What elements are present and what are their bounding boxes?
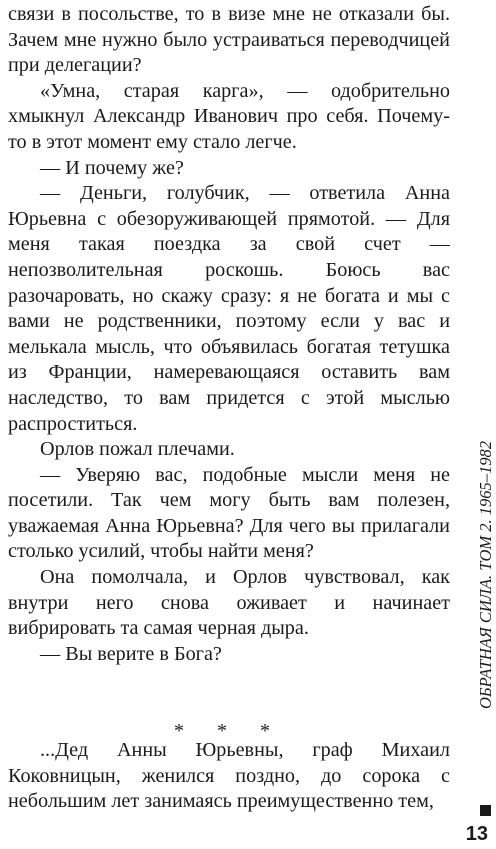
paragraph-new-section: ...Дед Анны Юрьевны, граф Михаил Коковницын, женился поздно, до сорока с небольшим лет занимаясь преимущественно тем, — [8, 739, 450, 813]
paragraph-narration-3: Она помолчала, и Орлов чувствовал, как внутри него снова оживает и начинает вибрировать та самая черная дыра. — [8, 566, 450, 640]
paragraph-dialogue-4: — Вы верите в Бога? — [40, 642, 222, 665]
second-text-column — [8, 738, 450, 815]
running-title: ОБРАТНАЯ СИЛА. ТОМ 2. 1965–1982 — [476, 440, 495, 710]
paragraph-dialogue-3: — Уверяю вас, подобные мысли меня не посетили. Так чем могу быть вам полезен, уважаемая Анна Юрьевна? Для чего вы прилагали столько усилий, чтобы найти меня? — [8, 463, 450, 563]
section-break: * * * — [174, 720, 284, 742]
main-text-column — [8, 2, 450, 667]
page-number: 13 — [465, 823, 488, 845]
paragraph-dialogue-1: — И почему же? — [40, 156, 184, 179]
paragraph-narration-2: Орлов пожал плечами. — [40, 438, 235, 461]
paragraph-continuation: связи в посольстве, то в визе мне не отказали бы. Зачем мне нужно было устраиваться переводчицей при делегации? — [8, 3, 450, 77]
paragraph-dialogue-2: — Деньги, голубчик, — ответила Анна Юрьевна с обезоруживающей прямотой. — Для меня такая поездка за свой счет — непозволительная роскошь. Боюсь вас разочаровать, но скажу сразу: я не богата и мы с вами не родственники, поэтому если у вас и мелькала мысль, что объявилась богатая тетушка из Франции, намеревающаяся оставить вам наследство, то вам придется с этой мыслью распроститься. — [8, 182, 450, 435]
paragraph-narration-1: «Умна, старая карга», — одобрительно хмыкнул Александр Иванович про себя. Почему-то в этот момент ему стало легче. — [8, 79, 450, 153]
square-marker-icon — [480, 805, 491, 816]
